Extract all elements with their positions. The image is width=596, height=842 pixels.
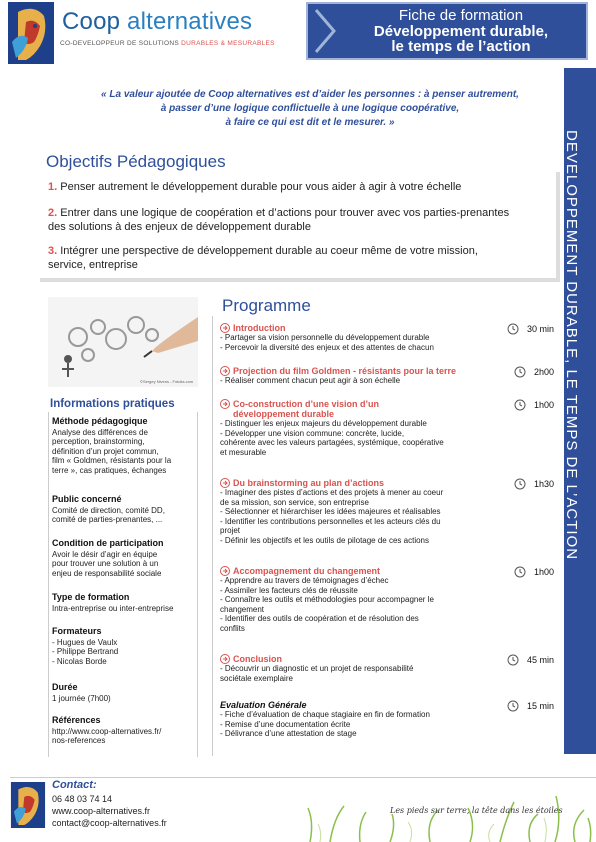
- fiche-course-title: Développement durable, le temps de l’action: [373, 23, 549, 55]
- programme-section-evaluation: Evaluation Générale - Fiche d’évaluation de chaque stagiaire en fin de formation - Remise d’une documentation écrite - Délivrance d’une attestation de stage 15 min: [220, 700, 554, 739]
- info-block-condition: Condition de participation Avoir le désir d’agir en équipe pour trouver une solution à un enjeu de responsabilité sociale: [52, 538, 164, 578]
- arrow-right-icon: [220, 366, 230, 376]
- logo-face-icon: [8, 2, 54, 64]
- duration-badge: 2h00: [514, 366, 554, 378]
- programme-section-change: Accompagnement du changement - Apprendre au travers de témoignages d’échec - Assimiler les facteurs clés de réussite - Connaître les outils et méthodologies pour accompagner le changement - Identifier des outils de coopération et de résolution des conflits 1h00: [220, 566, 554, 633]
- info-block-duration: Durée 1 journée (7h00): [52, 682, 111, 703]
- clock-icon: [507, 654, 519, 666]
- arrow-right-icon: [220, 654, 230, 664]
- contact-website[interactable]: www.coop-alternatives.fr: [52, 806, 151, 816]
- duration-badge: 1h00: [514, 566, 554, 578]
- brand-tagline: CO-DEVELOPPEUR DE SOLUTIONS DURABLES & MESURABLES: [60, 40, 275, 47]
- mission-quote: « La valeur ajoutée de Coop alternatives est d’aider les personnes : à penser autrement, à passer d’une logique conflictuelle à une logique coopérative, à faire ce qui est dit et le mesurer. »: [101, 89, 519, 128]
- footer-divider: [10, 777, 596, 778]
- programme-section-vision: Co-construction d’une vision d’un développement durable - Distinguer les enjeux majeurs du développement durable - Développer une vision commune: concrète, lucide, cohérente avec les valeurs partagées, systémique, coopérative et mesurable 1h00: [220, 399, 554, 457]
- info-block-references: Références http://www.coop-alternatives.fr/ nos-references: [52, 716, 194, 746]
- gears-hand-illustration: [48, 297, 198, 387]
- objective-item: 2. Entrer dans une logique de coopération et d’actions pour trouver avec vos parties-prenantes des solutions à des enjeux de développement durable: [48, 207, 510, 233]
- objectives-title: Objectifs Pédagogiques: [46, 152, 226, 171]
- info-block-method: Méthode pédagogique Analyse des différences de perception, brainstorming, définition d’un projet commun, film « Goldmen, résistants pour la terre », cas pratiques, échanges: [52, 416, 172, 475]
- grass-decoration: [300, 788, 596, 842]
- duration-badge: 45 min: [507, 654, 554, 666]
- illustration-credit: ©Sergey Nivens - Fotolia.com: [140, 379, 194, 384]
- clock-icon: [514, 366, 526, 378]
- logo-face-icon: [10, 782, 46, 828]
- arrow-right-icon: [220, 566, 230, 576]
- arrow-right-icon: [220, 399, 230, 409]
- info-block-public: Public concerné Comité de direction, comité DD, comité de parties-prenantes, ...: [52, 494, 165, 524]
- clock-icon: [514, 399, 526, 411]
- references-link[interactable]: http://www.coop-alternatives.fr/: [52, 726, 162, 736]
- info-block-trainers: Formateurs - Hugues de Vaulx - Philippe Bertrand - Nicolas Borde: [52, 626, 119, 666]
- contact-email[interactable]: contact@coop-alternatives.fr: [52, 818, 167, 828]
- arrow-right-icon: [220, 478, 230, 488]
- programme-section-brainstorming: Du brainstorming au plan d’actions - Imaginer des pistes d’actions et des projets à mener au coeur de sa mission, son service, son entreprise - Sélectionner et hiérarchiser les idées majeures et réalisables - Identifier les contributions personnelles et les acteurs clés du projet - Définir les objectifs et les outils de pilotage de ces actions 1h30: [220, 478, 554, 545]
- fiche-title-box: [306, 2, 588, 60]
- duration-badge: 30 min: [507, 323, 554, 335]
- objective-item: 3. Intégrer une perspective de développement durable au coeur même de votre mission, service, entreprise: [48, 245, 478, 271]
- chevron-right-icon: [314, 8, 336, 54]
- info-title: Informations pratiques: [50, 398, 175, 410]
- brand-name: Coop alternatives: [62, 8, 253, 35]
- motto: Les pieds sur terre, la tête dans les étoiles: [390, 806, 563, 815]
- programme-title: Programme: [222, 296, 311, 315]
- clock-icon: [507, 700, 519, 712]
- contact-phone[interactable]: 06 48 03 74 14: [52, 794, 113, 804]
- programme-section-film: Projection du film Goldmen - résistants pour la terre - Réaliser comment chacun peut agir à son échelle 2h00: [220, 366, 554, 385]
- clock-icon: [514, 478, 526, 490]
- objective-item: 1. Penser autrement le développement durable pour vous aider à agir à votre échelle: [48, 181, 462, 193]
- arrow-right-icon: [220, 323, 230, 333]
- fiche-label: Fiche de formation: [398, 7, 524, 24]
- contact-title: Contact:: [52, 779, 97, 791]
- programme-section-conclusion: Conclusion - Découvrir un diagnostic et un projet de responsabilité sociétale exemplaire 45 min: [220, 654, 554, 683]
- clock-icon: [507, 323, 519, 335]
- clock-icon: [514, 566, 526, 578]
- programme-section-introduction: Introduction - Partager sa vision personnelle du développement durable - Percevoir la diversité des enjeux et des attentes de chacun 30 min: [220, 323, 554, 352]
- info-block-type: Type de formation Intra-entreprise ou inter-entreprise: [52, 592, 174, 613]
- duration-badge: 1h00: [514, 399, 554, 411]
- duration-badge: 1h30: [514, 478, 554, 490]
- duration-badge: 15 min: [507, 700, 554, 712]
